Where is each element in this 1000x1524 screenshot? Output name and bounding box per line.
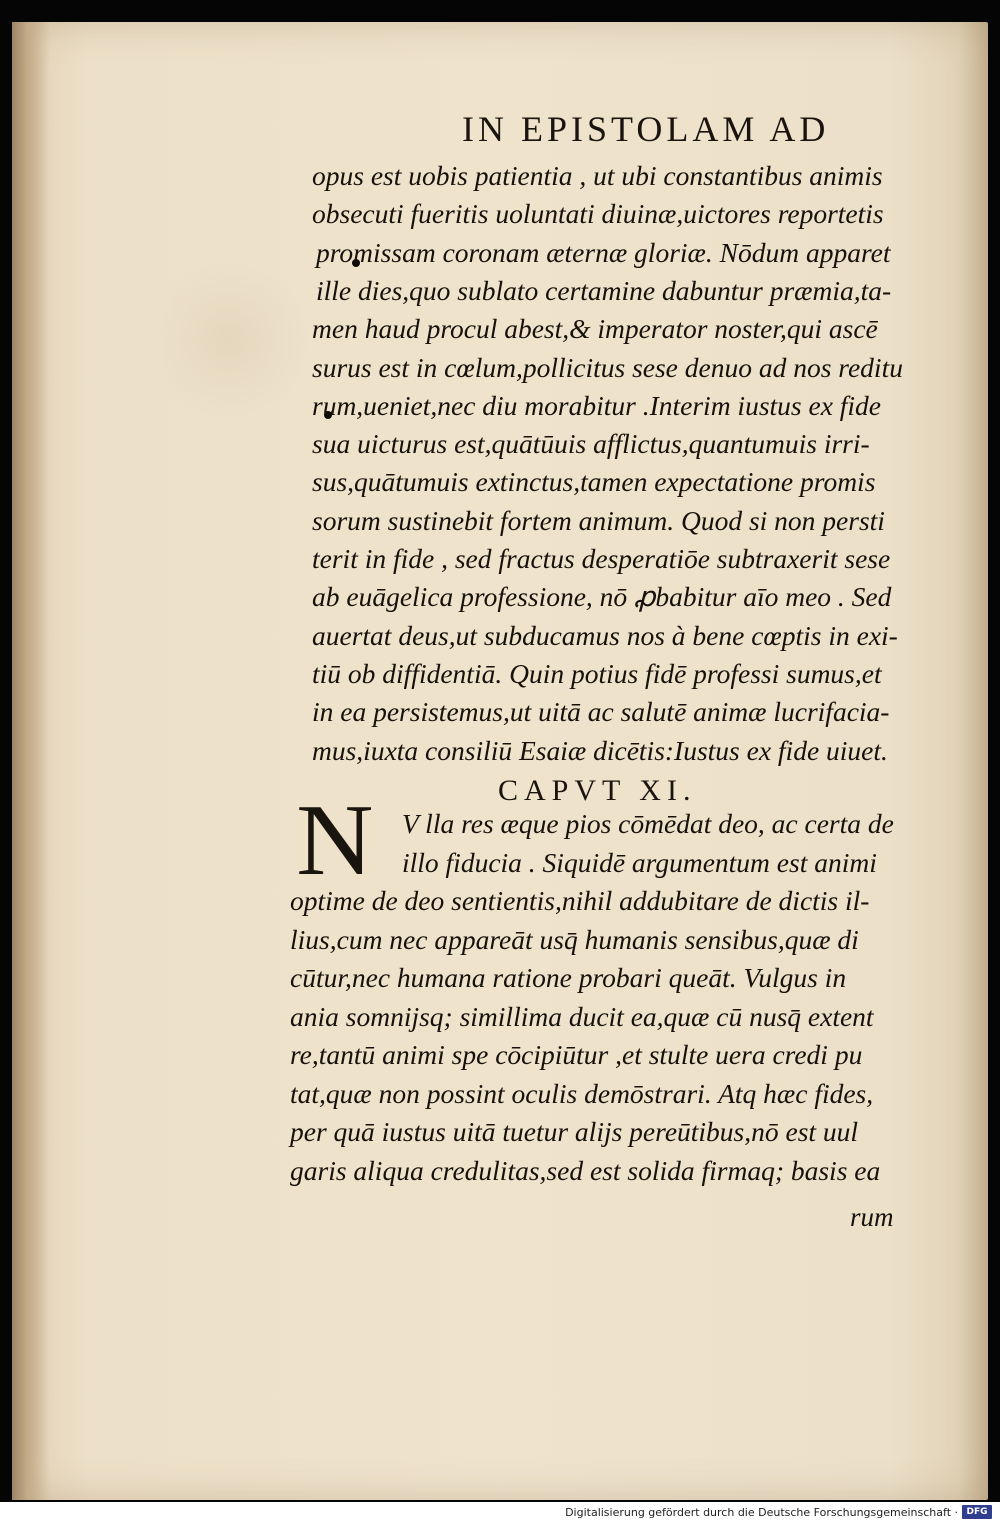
text-line: surus est in cœlum,pollicitus sese denuo ad nos reditu bbox=[312, 351, 903, 383]
drop-cap-initial: N bbox=[296, 784, 374, 897]
text-line: ania somnijsq; simillima ducit ea,quæ cū nusq̄ extent bbox=[290, 1000, 874, 1032]
text-line: sua uicturus est,quātūuis afflictus,quantumuis irri- bbox=[312, 428, 870, 460]
text-line: tat,quæ non possint oculis demōstrari. Atq hæc fides, bbox=[290, 1077, 874, 1109]
text-line: per quā iustus uitā tuetur alijs pereūtibus,nō est uul bbox=[290, 1116, 859, 1147]
running-header: IN EPISTOLAM AD bbox=[462, 109, 830, 149]
catchword: rum bbox=[850, 1202, 894, 1232]
text-line: V lla res æque pios cōmēdat deo, ac certa de bbox=[402, 808, 894, 839]
text-line: sorum sustinebit fortem animum. Quod si non persti bbox=[312, 504, 885, 536]
text-line: rum,ueniet,nec diu morabitur .Interim iustus ex fide bbox=[312, 389, 882, 421]
text-line: illo fiducia . Siquidē argumentum est animi bbox=[402, 846, 877, 878]
text-line: mus,iuxta consiliū Esaiæ dicētis:Iustus ex fide uiuet. bbox=[312, 734, 888, 766]
text-line: terit in fide , sed fractus desperatiōe subtraxerit sese bbox=[312, 543, 891, 574]
paper-stain bbox=[150, 260, 310, 420]
text-line: optime de deo sentientis,nihil addubitare de dictis il- bbox=[290, 885, 870, 916]
text-line: ab euāgelica professione, nō ꝓbabitur aīo meo . Sed bbox=[312, 581, 892, 613]
text-line: re,tantū animi spe cōcipiūtur ,et stulte uera credi pu bbox=[290, 1039, 863, 1070]
chapter-heading: CAPVT XI. bbox=[498, 774, 697, 807]
page-gutter-shadow bbox=[12, 22, 50, 1500]
funding-note: Digitalisierung gefördert durch die Deutsche Forschungsgemeinschaft · bbox=[565, 1506, 958, 1519]
text-line: men haud procul abest,& imperator noster,qui ascē bbox=[312, 313, 878, 345]
text-line: garis aliqua credulitas,sed est solida firmaq; basis ea bbox=[290, 1154, 881, 1186]
text-line: tiū ob diffidentiā. Quin potius fidē professi sumus,et bbox=[312, 657, 882, 689]
text-line: promissam coronam æternæ gloriæ. Nōdum apparet bbox=[316, 236, 891, 268]
text-line: cūtur,nec humana ratione probari queāt. Vulgus in bbox=[290, 962, 847, 993]
dfg-logo-icon: DFG bbox=[962, 1505, 992, 1519]
text-line: lius,cum nec appareāt usq̄ humanis sensibus,quæ di bbox=[290, 923, 859, 955]
text-line: sus,quātumuis extinctus,tamen expectatione promis bbox=[312, 466, 876, 498]
text-line: opus est uobis patientia , ut ubi constantibus animis bbox=[312, 160, 883, 191]
text-line: ille dies,quo sublato certamine dabuntur præmia,ta- bbox=[316, 274, 892, 306]
text-line: obsecuti fueritis uoluntati diuinæ,uictores reportetis bbox=[312, 198, 884, 230]
text-line: auertat deus,ut subducamus nos à bene cœptis in exi- bbox=[312, 619, 898, 651]
text-line: in ea persistemus,ut uitā ac salutē animæ lucrifacia- bbox=[312, 696, 890, 728]
